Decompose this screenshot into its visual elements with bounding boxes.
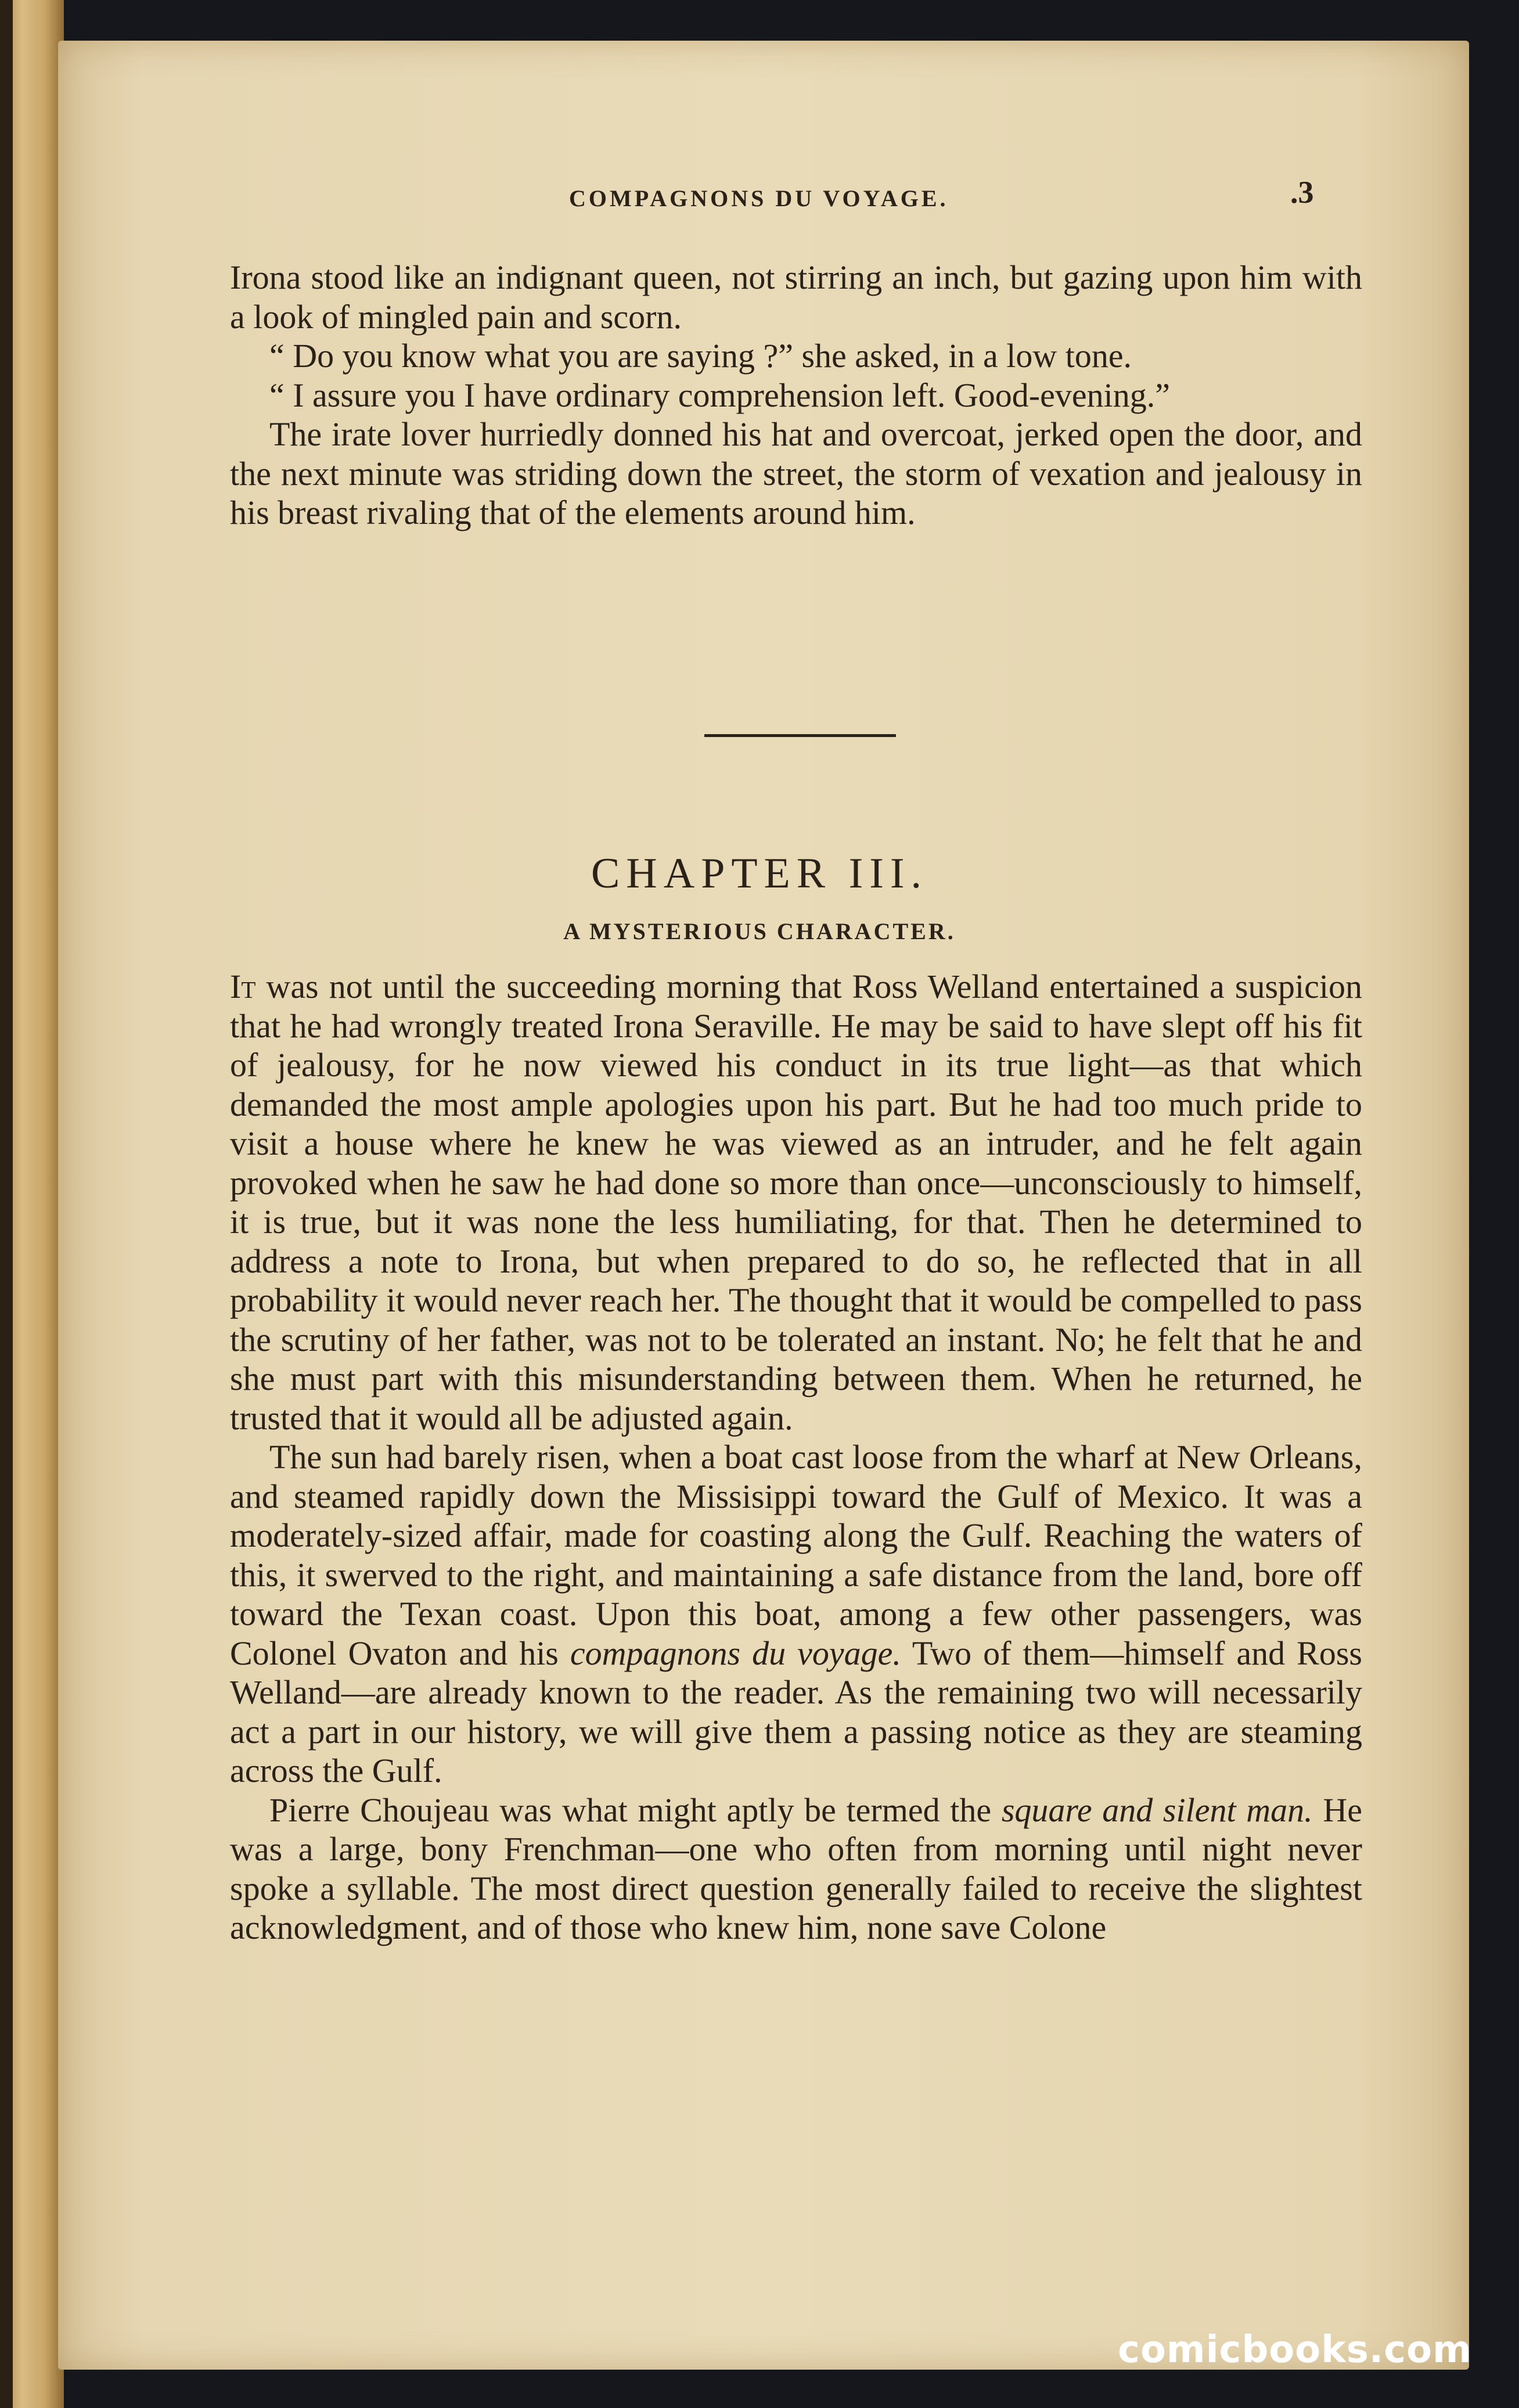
paragraph — [230, 967, 1362, 1437]
paragraph-text: He was a large, bony Frenchman—one who often from morning until night never spoke a syllable. The most direct question generally failed to receive the slightest acknowledgment, and of those who knew him, none save Colone — [230, 1791, 1362, 1946]
paragraph — [230, 1791, 1362, 1947]
site-watermark: comicbooks.com — [1118, 2328, 1472, 2371]
paragraph — [230, 1437, 1362, 1791]
chapter-text-block — [230, 967, 1362, 1947]
paragraph: Irona stood like an indignant queen, not stirring an inch, but gazing upon him with a look of mingled pain and scorn. — [230, 258, 1362, 336]
page-number: .3 — [1290, 175, 1314, 210]
paragraph-text: was not until the succeeding morning that Ross Welland entertained a suspicion that he had wrongly treated Irona Seraville. He may be said to have slept off his fit of jealousy, for he now viewed his conduct in its true light—as that which demanded the most ample apologies upon his part. But he had too much pride to visit a house where he knew he was viewed as an intruder, and he felt again provoked when he saw he had done so more than once—unconsciously to himself, it is true, but it was none the less humiliating, for that. Then he determined to address a note to Irona, but when prepared to do so, he reflected that in all probability it would never reach her. The thought that it would be compelled to pass the scrutiny of her father, was not to be tolerated an instant. No; he felt that he and she must part with this misunderstanding between them. When he returned, he trusted that it would all be adjusted again. — [230, 968, 1362, 1437]
drop-lead-word: It — [230, 968, 256, 1005]
section-divider-rule — [704, 734, 896, 737]
running-title: COMPAGNONS DU VOYAGE. — [569, 185, 949, 211]
chapter-subtitle: A MYSTERIOUS CHARACTER. — [563, 918, 956, 944]
continued-text-block — [230, 258, 1362, 533]
binding-shadow — [0, 0, 13, 2408]
italic-phrase: square and silent man. — [1001, 1791, 1313, 1829]
chapter-title: CHAPTER III. — [591, 850, 928, 897]
italic-phrase: compagnons du voyage. — [570, 1634, 901, 1672]
paragraph-text: Pierre Choujeau was what might aptly be termed the — [269, 1791, 1002, 1829]
paragraph: The irate lover hurriedly donned his hat and overcoat, jerked open the door, and the next minute was striding down the street, the storm of vexation and jealousy in his breast rivaling that of the elements around him. — [230, 415, 1362, 531]
paragraph: “ Do you know what you are saying ?” she asked, in a low tone. — [269, 337, 1132, 375]
paragraph-text: Two of them—himself and Ross Welland—are already known to the reader. As the remaining two will necessarily act a part in our history, we will give them a passing notice as they are steaming across the Gulf. — [230, 1634, 1362, 1789]
paragraph-text: The sun had barely risen, when a boat cast loose from the wharf at New Orleans, and steamed rapidly down the Missisippi toward the Gulf of Mexico. It was a moderately-sized affair, made for coasting along the Gulf. Reaching the waters of this, it swerved to the right, and maintaining a safe distance from the land, bore off toward the Texan coast. Upon this boat, among a few other passengers, was Colonel Ovaton and his — [230, 1438, 1362, 1672]
paragraph: “ I assure you I have ordinary comprehension left. Good-evening.” — [269, 376, 1170, 414]
